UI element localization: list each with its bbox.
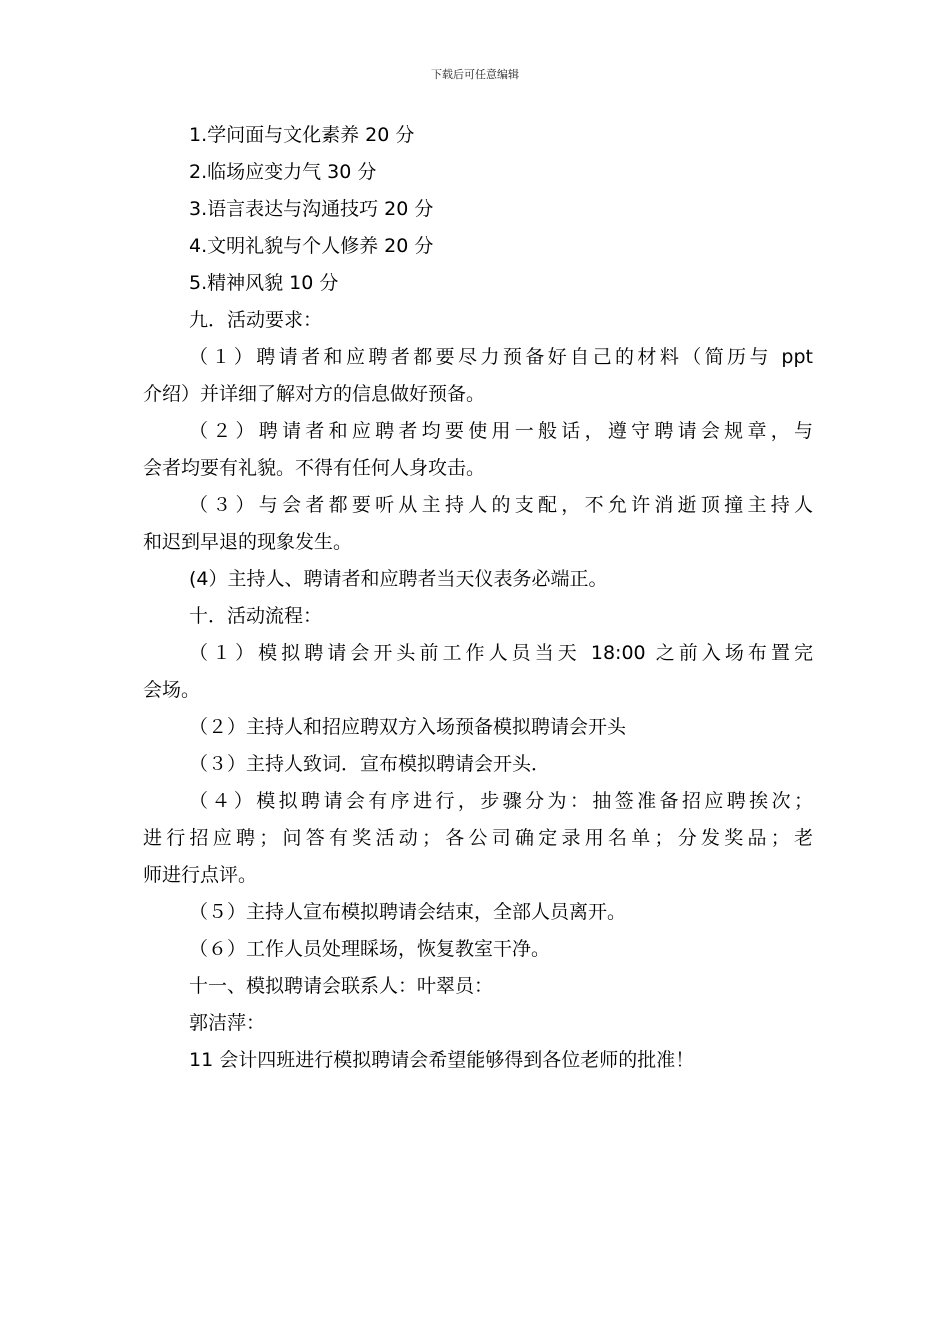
section-heading-process: 十．活动流程： — [189, 605, 323, 627]
process-4-line-1: （４）模拟聘请会有序进行，步骤分为：抽签准备招应聘挨次； — [189, 790, 813, 812]
requirement-2-line-2: 会者均要有礼貌。不得有任何人身攻击。 — [143, 457, 486, 479]
score-item-2: 2.临场应变力气 30 分 — [189, 161, 377, 183]
process-1-line-1: （１）模拟聘请会开头前工作人员当天 18:00 之前入场布置完 — [189, 642, 813, 664]
section-heading-contacts: 十一、模拟聘请会联系人：叶翠员： — [189, 975, 494, 997]
process-1-line-2: 会场。 — [143, 679, 201, 701]
process-4-line-3: 师进行点评。 — [143, 864, 258, 886]
process-5: （５）主持人宣布模拟聘请会结束，全部人员离开。 — [189, 901, 627, 923]
score-item-1: 1.学问面与文化素养 20 分 — [189, 124, 415, 146]
document-body — [143, 117, 813, 1079]
score-item-3: 3.语言表达与沟通技巧 20 分 — [189, 198, 434, 220]
requirement-3-line-1: （３）与会者都要听从主持人的支配，不允许消逝顶撞主持人 — [189, 494, 813, 516]
section-heading-requirements: 九．活动要求： — [189, 309, 323, 331]
requirement-1-line-1: （１）聘请者和应聘者都要尽力预备好自己的材料（简历与 ppt — [189, 346, 813, 368]
requirement-3-line-2: 和迟到早退的现象发生。 — [143, 531, 353, 553]
requirement-1-line-2: 介绍）并详细了解对方的信息做好预备。 — [143, 383, 486, 405]
contact-name: 郭洁萍： — [189, 1012, 266, 1034]
page-header: 下载后可任意编辑 — [431, 68, 519, 81]
score-item-5: 5.精神风貌 10 分 — [189, 272, 339, 294]
process-6: （６）工作人员处理睬场，恢复教室干净。 — [189, 938, 551, 960]
process-3: （３）主持人致词．宣布模拟聘请会开头． — [189, 753, 551, 775]
requirement-2-line-1: （２）聘请者和应聘者均要使用一般话，遵守聘请会规章，与 — [189, 420, 813, 442]
process-4-line-2: 进行招应聘；问答有奖活动；各公司确定录用名单；分发奖品；老 — [143, 827, 813, 849]
process-2: （２）主持人和招应聘双方入场预备模拟聘请会开头 — [189, 716, 627, 738]
requirement-4: (4）主持人、聘请者和应聘者当天仪表务必端正。 — [189, 568, 608, 590]
score-item-4: 4.文明礼貌与个人修养 20 分 — [189, 235, 434, 257]
closing-statement: 11 会计四班进行模拟聘请会希望能够得到各位老师的批准！ — [189, 1049, 695, 1071]
